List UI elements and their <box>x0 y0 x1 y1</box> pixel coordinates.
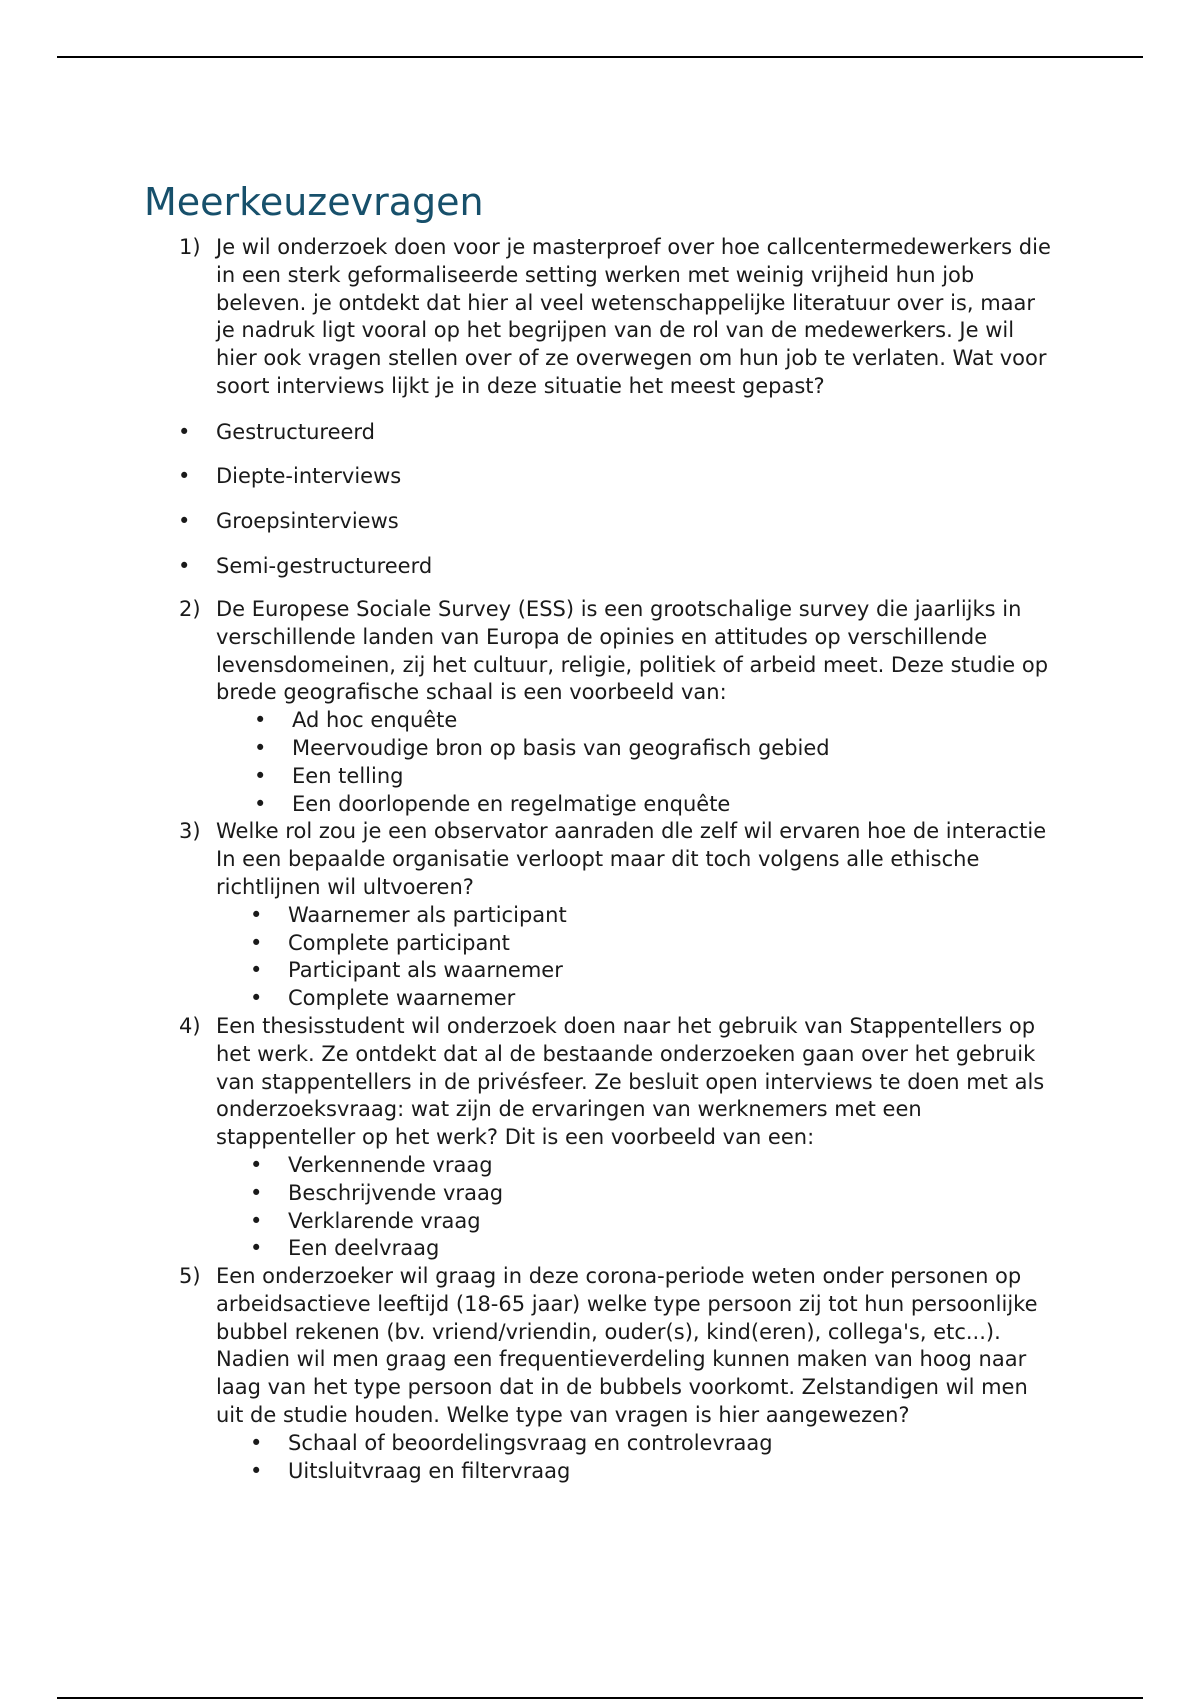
question-3 <box>0 818 1200 901</box>
question-1-options <box>0 418 1200 580</box>
option-item <box>0 1430 1200 1458</box>
question-number: 4) <box>179 1013 201 1038</box>
option-item <box>0 1458 1200 1486</box>
page-title: Meerkeuzevragen <box>144 180 484 224</box>
option-label: Beschrijvende vraag <box>288 1180 504 1205</box>
option-label: Ad hoc enquête <box>292 708 458 733</box>
option-item <box>0 462 1200 490</box>
question-number: 3) <box>179 819 201 844</box>
option-item <box>0 985 1200 1013</box>
bullet-icon: • <box>254 735 267 760</box>
option-label: Semi-gestructureerd <box>216 553 433 578</box>
option-item <box>0 552 1200 580</box>
question-4-options <box>0 1152 1200 1263</box>
question-list <box>0 234 1200 1485</box>
question-5-options <box>0 1430 1200 1486</box>
question-3-options <box>0 902 1200 1013</box>
option-item <box>0 763 1200 791</box>
bullet-icon: • <box>250 1430 263 1455</box>
option-label: Uitsluitvraag en filtervraag <box>288 1458 571 1483</box>
bullet-icon: • <box>250 1236 263 1261</box>
question-2-options <box>0 707 1200 818</box>
option-label: Een doorlopende en regelmatige enquête <box>292 791 731 816</box>
option-item <box>0 957 1200 985</box>
bullet-icon: • <box>178 419 191 444</box>
question-number: 5) <box>179 1264 201 1289</box>
top-rule <box>57 56 1143 58</box>
question-4 <box>0 1013 1200 1152</box>
option-label: Diepte-interviews <box>216 464 402 489</box>
option-label: Participant als waarnemer <box>288 958 563 983</box>
question-2 <box>0 596 1200 707</box>
bullet-icon: • <box>250 1208 263 1233</box>
option-item <box>0 418 1200 446</box>
question-text: Je wil onderzoek doen voor je masterproef over hoe callcentermedewerkers die in een sterk geformaliseerde setting werken met weinig vrijheid hun job beleven. je ontdekt dat hier al veel wetenschappelijke literatuur over is, maar je nadruk ligt vooral op het begrijpen van de rol van de medewerkers. Je wil hier ook vragen stellen over of ze overwegen om hun job te verlaten. Wat voor soort interviews lijkt je in deze situatie het meest gepast? <box>216 235 1051 398</box>
option-label: Verklarende vraag <box>288 1208 481 1233</box>
option-item <box>0 507 1200 535</box>
bullet-icon: • <box>250 1152 263 1177</box>
option-label: Meervoudige bron op basis van geografisch gebied <box>292 735 830 760</box>
bullet-icon: • <box>178 553 191 578</box>
question-1 <box>0 234 1200 401</box>
bullet-icon: • <box>254 708 267 733</box>
option-label: Complete waarnemer <box>288 986 516 1011</box>
option-item <box>0 1152 1200 1180</box>
option-label: Verkennende vraag <box>288 1152 493 1177</box>
bullet-icon: • <box>250 902 263 927</box>
option-item <box>0 791 1200 819</box>
question-number: 2) <box>179 596 201 621</box>
bottom-rule <box>57 1697 1143 1699</box>
bullet-icon: • <box>250 958 263 983</box>
question-5 <box>0 1263 1200 1430</box>
question-text: De Europese Sociale Survey (ESS) is een grootschalige survey die jaarlijks in verschillende landen van Europa de opinies en attitudes op verschillende levensdomeinen, zij het cultuur, religie, politiek of arbeid meet. Deze studie op brede geografische schaal is een voorbeeld van: <box>216 596 1049 705</box>
bullet-icon: • <box>254 791 267 816</box>
option-label: Groepsinterviews <box>216 509 399 534</box>
option-label: Een deelvraag <box>288 1236 440 1261</box>
option-label: Een telling <box>292 763 404 788</box>
option-item <box>0 735 1200 763</box>
option-label: Waarnemer als participant <box>288 902 567 927</box>
option-label: Gestructureerd <box>216 419 376 444</box>
option-label: Schaal of beoordelingsvraag en controlevraag <box>288 1430 773 1455</box>
question-number: 1) <box>179 235 201 259</box>
bullet-icon: • <box>178 509 191 534</box>
bullet-icon: • <box>178 464 191 489</box>
bullet-icon: • <box>250 1180 263 1205</box>
bullet-icon: • <box>250 1458 263 1483</box>
option-item <box>0 1208 1200 1236</box>
question-text: Een thesisstudent wil onderzoek doen naar het gebruik van Stappentellers op het werk. Ze ontdekt dat al de bestaande onderzoeken gaan over het gebruik van stappentellers in de privésfeer. Ze besluit open interviews te doen met als onderzoeksvraag: wat zijn de ervaringen van werknemers met een stappenteller op het werk? Dit is een voorbeeld van een: <box>216 1013 1045 1150</box>
question-text: Welke rol zou je een observator aanraden dle zelf wil ervaren hoe de interactie In een bepaalde organisatie verloopt maar dit toch volgens alle ethische richtlijnen wil ultvoeren? <box>216 819 1047 899</box>
question-text: Een onderzoeker wil graag in deze corona-periode weten onder personen op arbeidsactieve leeftijd (18-65 jaar) welke type persoon zij tot hun persoonlijke bubbel rekenen (bv. vriend/vriendin, ouder(s), kind(eren), collega's, etc...). Nadien wil men graag een frequentieverdeling kunnen maken van hoog naar laag van het type persoon dat in de bubbels voorkomt. Zelstandigen wil men uit de studie houden. Welke type van vragen is hier aangewezen? <box>216 1264 1038 1428</box>
bullet-icon: • <box>254 763 267 788</box>
option-item <box>0 930 1200 958</box>
bullet-icon: • <box>250 986 263 1011</box>
option-item <box>0 1235 1200 1263</box>
option-item <box>0 1180 1200 1208</box>
option-label: Complete participant <box>288 930 510 955</box>
option-item <box>0 902 1200 930</box>
bullet-icon: • <box>250 930 263 955</box>
option-item <box>0 707 1200 735</box>
